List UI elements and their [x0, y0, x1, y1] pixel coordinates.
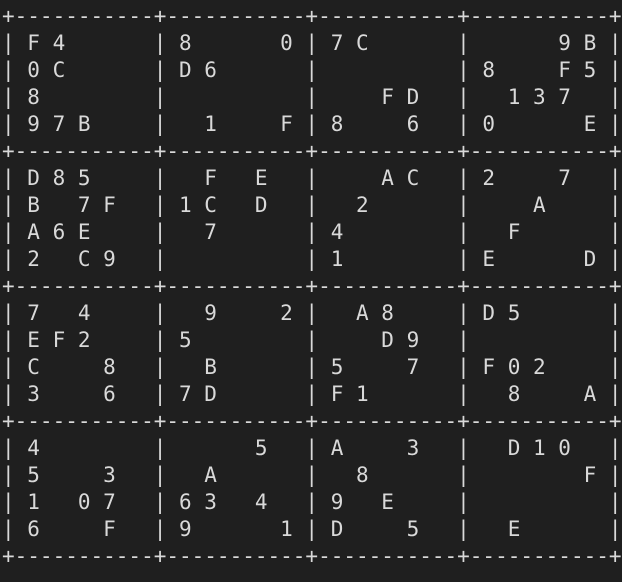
grid-border-line: +-----------+-----------+-----------+-----------+ [2, 274, 622, 298]
grid-row: | 6 F | 9 1 | D 5 | E | [2, 517, 622, 541]
grid-border-line: +-----------+-----------+-----------+-----------+ [2, 544, 622, 568]
grid-row: | 1 0 7 | 6 3 4 | 9 E | | [2, 490, 622, 514]
grid-row: | 0 C | D 6 | | 8 F 5 | [2, 58, 622, 82]
grid-row: | 2 C 9 | | 1 | E D | [2, 247, 622, 271]
grid-row: | E F 2 | 5 | D 9 | | [2, 328, 622, 352]
grid-row: | A 6 E | 7 | 4 | F | [2, 220, 622, 244]
grid-row: | 7 4 | 9 2 | A 8 | D 5 | [2, 301, 622, 325]
grid-border-line: +-----------+-----------+-----------+-----------+ [2, 4, 622, 28]
grid-row: | 4 | 5 | A 3 | D 1 0 | [2, 436, 622, 460]
grid-row: | F 4 | 8 0 | 7 C | 9 B | [2, 31, 622, 55]
grid-row: | B 7 F | 1 C D | 2 | A | [2, 193, 622, 217]
grid-row: | D 8 5 | F E | A C | 2 7 | [2, 166, 622, 190]
grid-row: | 3 6 | 7 D | F 1 | 8 A | [2, 382, 622, 406]
grid-row: | 9 7 B | 1 F | 8 6 | 0 E | [2, 112, 622, 136]
grid-row: | 5 3 | A | 8 | F | [2, 463, 622, 487]
grid-row: | C 8 | B | 5 7 | F 0 2 | [2, 355, 622, 379]
grid-border-line: +-----------+-----------+-----------+-----------+ [2, 409, 622, 433]
grid-row: | 8 | | F D | 1 3 7 | [2, 85, 622, 109]
sudoku-grid [2, 3, 622, 570]
grid-border-line: +-----------+-----------+-----------+-----------+ [2, 139, 622, 163]
